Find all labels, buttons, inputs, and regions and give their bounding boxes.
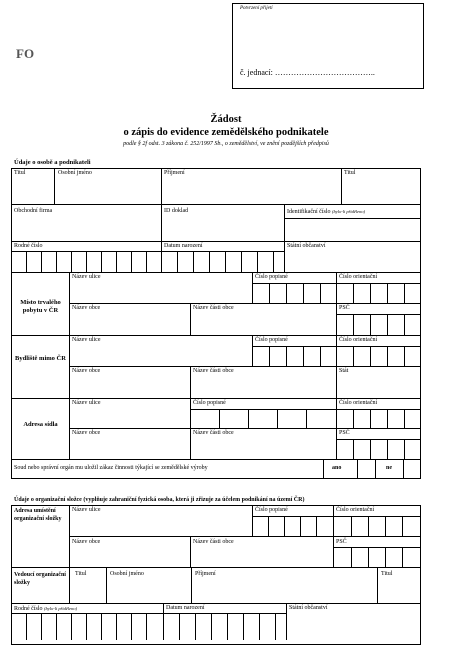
citizenship-label: Státní občanství (287, 243, 326, 249)
first-name-label: Osobní jméno (58, 170, 92, 176)
municipality-part-label: Název části obce (193, 539, 234, 545)
municipality-part-label: Název části obce (193, 305, 234, 311)
birth-number-label: Rodné číslo (bylo-li přiděleno) (14, 606, 78, 612)
street-label: Název ulice (72, 507, 101, 513)
municipality-input[interactable] (70, 377, 188, 397)
yes-label: ano (332, 465, 342, 471)
street-label: Název ulice (72, 337, 101, 343)
orientation-number-label: Číslo orientační (336, 507, 375, 513)
business-name-label: Obchodní firma (14, 208, 53, 214)
branch-section-heading: Údaje o organizační složce (vyplňuje zahraniční fyzická osoba, která ji zřizuje za účelem podnikání na území ČR) (14, 497, 305, 503)
form-title-line2: o zápis do evidence zemědělského podnikatele (123, 127, 329, 138)
orientation-number-label: Číslo orientační (339, 274, 378, 280)
street-label: Název ulice (72, 400, 101, 406)
street-input[interactable] (70, 409, 188, 427)
municipality-input[interactable] (70, 547, 188, 566)
no-checkbox[interactable] (404, 460, 420, 478)
street-label: Název ulice (72, 274, 101, 280)
surname-label: Příjmení (164, 170, 185, 176)
street-input[interactable] (70, 516, 250, 535)
id-number-label: Identifikační číslo (bylo-li přiděleno) (287, 209, 366, 215)
title-label: Titul (14, 170, 26, 176)
address-block-label: Bydliště mimo ČR (15, 355, 66, 362)
id-document-label: ID doklad (164, 208, 189, 214)
street-input[interactable] (70, 346, 250, 365)
house-number-label: Číslo popisné (255, 507, 288, 513)
orientation-number-label: Číslo orientační (339, 400, 378, 406)
activity-ban-question: Soud nebo správní orgán mu uložil zákaz činnosti týkající se zemědělské výroby (14, 465, 208, 471)
branch-head-name-input[interactable] (70, 580, 420, 602)
form-title: Žádost (210, 114, 242, 125)
birth-date-label: Datum narození (166, 605, 205, 611)
street-input[interactable] (70, 283, 250, 302)
branch-address-label: Adresa umístění organizační složky (14, 508, 62, 522)
municipality-label: Název obce (72, 305, 101, 311)
address-block-label: Adresa sídla (23, 421, 58, 428)
house-number-label: Číslo popisné (193, 400, 226, 406)
person-section-heading: Údaje o osobě a podnikateli (14, 159, 91, 166)
title-after-label: Titul (381, 571, 393, 577)
address-block-label: Místo trvalého pobytu v ČR (20, 299, 61, 314)
house-number-label: Číslo popisné (255, 274, 288, 280)
birth-date-label: Datum narození (164, 243, 203, 249)
municipality-input[interactable] (70, 439, 188, 458)
reference-number-field[interactable]: č. jednací: ……………………………….. (240, 68, 375, 77)
first-name-label: Osobní jméno (110, 571, 144, 577)
name-row-input[interactable] (12, 179, 420, 203)
surname-label: Příjmení (195, 571, 216, 577)
business-row-input[interactable] (12, 217, 420, 240)
postal-code-label: PSČ (339, 430, 350, 436)
title-label: Titul (75, 571, 87, 577)
municipality-part-label: Název části obce (193, 430, 234, 436)
orientation-number-label: Číslo orientační (339, 337, 378, 343)
postal-code-label: PSČ (336, 539, 347, 545)
municipality-label: Název obce (72, 539, 101, 545)
municipality-input[interactable] (70, 314, 188, 334)
birth-number-label: Rodné číslo (14, 243, 43, 249)
receipt-label: Potvrzení přijetí (240, 6, 273, 11)
branch-head-label: Vedoucí organizační složky (14, 572, 66, 586)
municipality-part-label: Název části obce (193, 368, 234, 374)
citizenship-label: Státní občanství (289, 605, 328, 611)
yes-checkbox[interactable] (358, 460, 374, 478)
postal-code-label: PSČ (339, 305, 350, 311)
municipality-label: Název obce (72, 368, 101, 374)
receipt-stamp-box (232, 3, 424, 89)
country-label: Stát (339, 368, 349, 374)
no-label: ne (386, 465, 392, 471)
office-code: FO (16, 46, 35, 61)
title-after-label: Titul (344, 170, 356, 176)
house-number-label: Číslo popisné (255, 337, 288, 343)
municipality-label: Název obce (72, 430, 101, 436)
branch-birth-row-input[interactable] (12, 614, 420, 639)
form-legal-basis: podle § 2f odst. 3 zákona č. 252/1997 Sb., o zemědělství, ve znění pozdějších předpisů (123, 141, 329, 147)
birth-row-input[interactable] (12, 252, 420, 271)
